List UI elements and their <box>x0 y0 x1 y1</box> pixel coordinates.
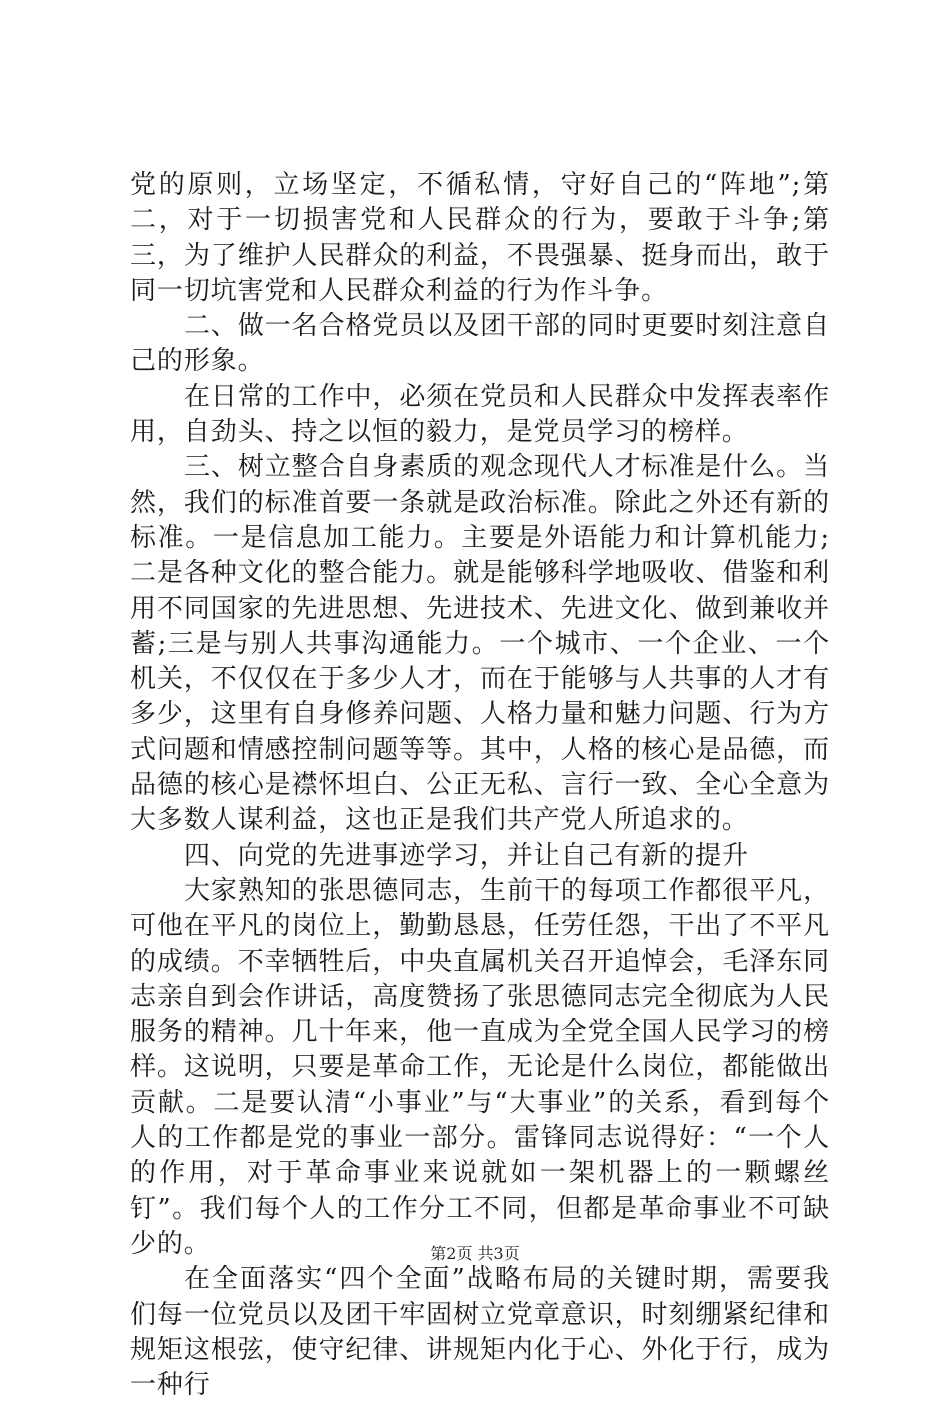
paragraph-7: 在全面落实“四个全面”战略布局的关键时期，需要我们每一位党员以及团干牢固树立党章意识，时刻绷紧纪律和规矩这根弦，使守纪律、讲规矩内化于心、外化于行，成为一种行 <box>130 1264 830 1401</box>
paragraph-1: 党的原则，立场坚定，不循私情，守好自己的“阵地”;第二，对于一切损害党和人民群众的行为，要敢于斗争;第三，为了维护人民群众的利益，不畏强暴、挺身而出，敢于同一切坑害党和人民群众利益的行为作斗争。 <box>130 170 830 306</box>
paragraph-3: 在日常的工作中，必须在党员和人民群众中发挥表率作用，自劲头、持之以恒的毅力，是党员学习的榜样。 <box>130 381 830 448</box>
paragraph-2-heading: 二、做一名合格党员以及团干部的同时更要时刻注意自己的形象。 <box>130 311 830 377</box>
page-footer <box>0 1243 950 1265</box>
document-body <box>130 168 830 1403</box>
paragraph-6: 大家熟知的张思德同志，生前干的每项工作都很平凡，可他在平凡的岗位上，勤勤恳恳，任劳任怨，干出了不平凡的成绩。不幸牺牲后，中央直属机关召开追悼会，毛泽东同志亲自到会作讲话，高度赞扬了张思德同志完全彻底为人民服务的精神。几十年来，他一直成为全党全国人民学习的榜样。这说明，只要是革命工作，无论是什么岗位，都能做出贡献。二是要认清“小事业”与“大事业”的关系，看到每个人的工作都是党的事业一部分。雷锋同志说得好：“一个人的作用，对于革命事业来说就如一架机器上的一颗螺丝钉”。我们每个人的工作分工不同，但都是革命事业不可缺少的。 <box>130 875 830 1259</box>
paragraph-4: 三、树立整合自身素质的观念现代人才标准是什么。当然，我们的标准首要一条就是政治标准。除此之外还有新的标准。一是信息加工能力。主要是外语能力和计算机能力;二是各种文化的整合能力。就是能够科学地吸收、借鉴和利用不同国家的先进思想、先进技术、先进文化、做到兼收并蓄;三是与别人共事沟通能力。一个城市、一个企业、一个机关，不仅仅在于多少人才，而在于能够与人共事的人才有多少，这里有自身修养问题、人格力量和魅力问题、行为方式问题和情感控制问题等等。其中，人格的核心是品德，而品德的核心是襟怀坦白、公正无私、言行一致、全心全意为大多数人谋利益，这也正是我们共产党人所追求的。 <box>130 452 830 836</box>
paragraph-5-heading: 四、向党的先进事迹学习，并让自己有新的提升 <box>184 840 749 871</box>
page-number-label: 第2页 共3页 <box>430 1244 520 1263</box>
